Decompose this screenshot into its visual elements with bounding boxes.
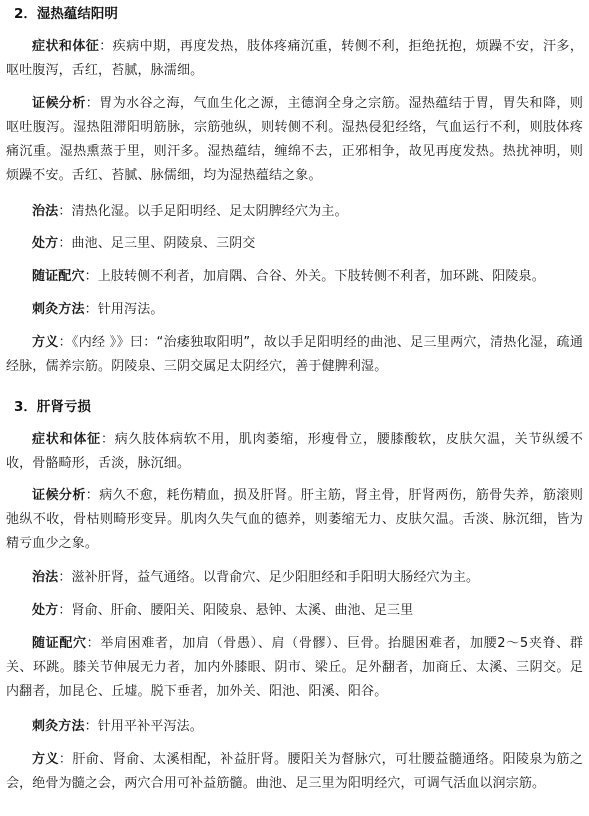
symptoms-label: 症状和体征 bbox=[32, 432, 101, 447]
method-text: ：清热化湿。以手足阳明经、足太阴脾经穴为主。 bbox=[58, 204, 348, 219]
symptoms-paragraph bbox=[6, 35, 583, 83]
technique-paragraph bbox=[6, 715, 583, 739]
section-title-liver-kidney: 3．肝肾亏损 bbox=[14, 399, 91, 415]
prescription-paragraph bbox=[6, 232, 583, 256]
section-title-damp-heat: 2．湿热蕴结阳明 bbox=[14, 6, 118, 22]
prescription-text: ：曲池、足三里、阴陵泉、三阴交 bbox=[58, 236, 256, 251]
analysis-label: 证候分析 bbox=[32, 96, 86, 111]
symptoms-label: 症状和体征 bbox=[32, 39, 100, 54]
rationale-label: 方义 bbox=[32, 752, 59, 767]
analysis-text: ：胃为水谷之海，气血生化之源，主德润全身之宗筋。湿热蕴结于胃，胃失和降，则呕吐腹泻。湿热阻滞阳明筋脉，宗筋弛纵，则转侧不利。湿热侵犯经络，气血运行不利，则肢体疼痛沉重。湿热熏蒸于里，则汗多。湿热蕴结，缠绵不去，正邪相争，故见再度发热。热扰神明，则烦躁不安。舌红、苔腻、脉儒细，均为湿热蕴结之象。 bbox=[6, 96, 583, 183]
method-text: ：滋补肝肾，益气通络。以背俞穴、足少阳胆经和手阳明大肠经穴为主。 bbox=[58, 570, 480, 585]
method-paragraph bbox=[6, 566, 583, 590]
symptoms-text: ：疾病中期，再度发热，肢体疼痛沉重，转侧不利，拒绝抚抱，烦躁不安，汗多，呕吐腹泻，舌红，苔腻，脉濡细。 bbox=[6, 39, 583, 78]
supplement-text: ：上肢转侧不利者，加肩隅、合谷、外关。下肢转侧不利者，加环跳、阳陵泉。 bbox=[84, 269, 545, 284]
supplement-label: 随证配穴 bbox=[32, 269, 85, 284]
technique-paragraph bbox=[6, 298, 583, 322]
symptoms-paragraph bbox=[6, 428, 583, 476]
rationale-paragraph bbox=[6, 331, 583, 379]
prescription-text: ：肾俞、肝俞、腰阳关、阳陵泉、悬钟、太溪、曲池、足三里 bbox=[58, 603, 414, 618]
analysis-label: 证候分析 bbox=[32, 488, 86, 503]
technique-text: ：针用平补平泻法。 bbox=[84, 719, 203, 734]
prescription-paragraph bbox=[6, 599, 583, 623]
technique-label: 刺灸方法 bbox=[32, 719, 85, 734]
analysis-paragraph bbox=[6, 92, 583, 188]
supplement-label: 随证配穴 bbox=[32, 636, 87, 651]
supplement-text: ：举肩困难者，加肩（骨愚）、肩（骨髎）、巨骨。抬腿困难者，加腰2～5夹脊、群关、环跳。膝关节伸展无力者，加内外膝眼、阴市、梁丘。足外翻者，加商丘、太溪、三阴交。足内翻者，加昆仑、丘墟。脱下垂者，加外关、阳池、阳溪、阳谷。 bbox=[6, 636, 583, 699]
rationale-label: 方义 bbox=[32, 335, 59, 350]
technique-label: 刺灸方法 bbox=[32, 302, 85, 317]
analysis-text: ：病久不愈，耗伤精血，损及肝肾。肝主筋，肾主骨，肝肾两伤，筋骨失养，筋滚则弛纵不收，骨枯则畸形变异。肌肉久失气血的德养，则萎缩无力、皮肤欠温。舌淡、脉沉细，皆为精亏血少之象。 bbox=[6, 488, 583, 551]
rationale-text: ：肝俞、肾俞、太溪相配，补益肝肾。腰阳关为督脉穴，可壮腰益髓通络。阳陵泉为筋之会，绝骨为髓之会，两穴合用可补益筋髓。曲池、足三里为阳明经穴，可调气活血以润宗筋。 bbox=[6, 752, 583, 791]
prescription-label: 处方 bbox=[32, 236, 59, 251]
supplement-paragraph bbox=[6, 632, 583, 704]
analysis-paragraph bbox=[6, 484, 583, 556]
supplement-paragraph bbox=[6, 265, 583, 289]
prescription-label: 处方 bbox=[32, 603, 59, 618]
method-paragraph bbox=[6, 200, 583, 224]
rationale-text: ：《内经 》》曰：“治痿独取阳明”，故以手足阳明经的曲池、足三里两穴，清热化湿，疏通经脉，儒养宗筋。阴陵泉、三阴交属足太阴经穴，善于健脾利湿。 bbox=[6, 335, 583, 374]
method-label: 治法 bbox=[32, 570, 59, 585]
technique-text: ：针用泻法。 bbox=[84, 302, 164, 317]
symptoms-text: ：病久肢体病软不用，肌肉萎缩，形瘦骨立，腰膝酸软，皮肤欠温，关节纵缓不收，骨骼畸形，舌淡，脉沉细。 bbox=[6, 432, 583, 471]
method-label: 治法 bbox=[32, 204, 59, 219]
rationale-paragraph bbox=[6, 748, 583, 796]
